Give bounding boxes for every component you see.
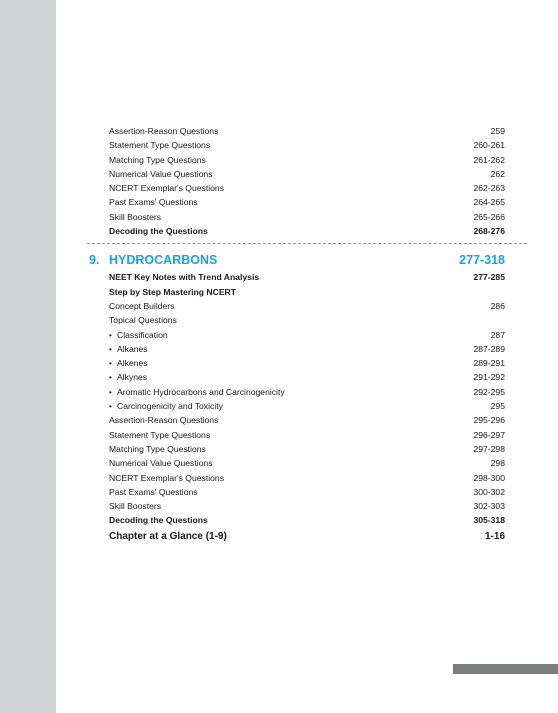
entry-page: 302-303 bbox=[473, 501, 505, 512]
entry-page: 295-296 bbox=[473, 415, 505, 426]
entry-label: Numerical Value Questions bbox=[109, 168, 213, 179]
entry-page: 262 bbox=[490, 168, 505, 179]
entry-page: 264-265 bbox=[473, 197, 505, 208]
entry-label: • Alkenes bbox=[109, 356, 148, 371]
toc-entry[interactable] bbox=[109, 285, 505, 299]
entry-label: Numerical Value Questions bbox=[109, 458, 213, 469]
entry-page: 291-292 bbox=[473, 372, 505, 383]
entry-page: 260-261 bbox=[473, 140, 505, 151]
entry-label: Past Exams' Questions bbox=[109, 486, 198, 497]
toc-entry[interactable] bbox=[109, 485, 505, 499]
previous-chapter-entries bbox=[109, 124, 505, 238]
entry-page: 265-266 bbox=[473, 211, 505, 222]
chapter-title: HYDROCARBONS bbox=[109, 253, 218, 268]
glance-label: Chapter at a Glance (1-9) bbox=[109, 530, 227, 542]
toc-entry[interactable] bbox=[109, 513, 505, 527]
entry-page: 287-289 bbox=[473, 343, 505, 354]
table-of-contents bbox=[89, 124, 505, 545]
toc-entry[interactable] bbox=[109, 124, 505, 138]
toc-entry[interactable] bbox=[109, 138, 505, 152]
entry-page: 261-262 bbox=[473, 154, 505, 165]
toc-entry[interactable] bbox=[109, 313, 505, 327]
entry-label: Statement Type Questions bbox=[109, 429, 211, 440]
entry-page: 289-291 bbox=[473, 358, 505, 369]
toc-entry[interactable] bbox=[109, 413, 505, 427]
toc-entry[interactable] bbox=[109, 399, 505, 413]
entry-label: NCERT Exemplar's Questions bbox=[109, 183, 224, 194]
chapter-heading[interactable] bbox=[89, 250, 505, 270]
entry-page: 259 bbox=[490, 126, 505, 136]
toc-entry[interactable] bbox=[109, 471, 505, 485]
entry-page: 297-298 bbox=[473, 443, 505, 454]
toc-entry[interactable] bbox=[109, 270, 505, 284]
toc-entry[interactable] bbox=[109, 210, 505, 224]
entry-label: • Aromatic Hydrocarbons and Carcinogenicity bbox=[109, 385, 285, 400]
entry-page: 296-297 bbox=[473, 429, 505, 440]
entry-page: 300-302 bbox=[473, 486, 505, 497]
entry-page: 268-276 bbox=[473, 226, 505, 237]
toc-entry[interactable] bbox=[109, 153, 505, 167]
toc-entry[interactable] bbox=[109, 328, 505, 342]
toc-entry[interactable] bbox=[109, 299, 505, 313]
toc-entry[interactable] bbox=[109, 499, 505, 513]
toc-entry[interactable] bbox=[109, 167, 505, 181]
chapter-pages: 277-318 bbox=[459, 253, 505, 268]
entry-page: 292-295 bbox=[473, 386, 505, 397]
entry-label: • Alkanes bbox=[109, 342, 148, 357]
entry-label: Assertion-Reason Questions bbox=[109, 415, 219, 426]
entry-label: • Carcinogenicity and Toxicity bbox=[109, 399, 223, 414]
entry-label: • Alkynes bbox=[109, 370, 147, 385]
chapter-number: 9. bbox=[89, 253, 100, 268]
entry-label: NEET Key Notes with Trend Analysis bbox=[109, 272, 260, 283]
toc-entry[interactable] bbox=[109, 428, 505, 442]
entry-page: 298 bbox=[490, 458, 505, 469]
chapter-at-a-glance-entry[interactable] bbox=[109, 529, 505, 545]
toc-entry[interactable] bbox=[109, 356, 505, 370]
toc-entry[interactable] bbox=[109, 385, 505, 399]
toc-entry[interactable] bbox=[109, 456, 505, 470]
footer-bar bbox=[453, 664, 558, 674]
entry-label: Skill Boosters bbox=[109, 501, 162, 512]
entry-page: 286 bbox=[490, 300, 505, 311]
entry-page: 295 bbox=[490, 401, 505, 412]
entry-label: Assertion-Reason Questions bbox=[109, 126, 219, 136]
toc-entry[interactable] bbox=[109, 342, 505, 356]
left-margin-band bbox=[0, 0, 56, 713]
entry-label: Matching Type Questions bbox=[109, 443, 206, 454]
entry-label: Decoding the Questions bbox=[109, 515, 208, 526]
entry-label: Statement Type Questions bbox=[109, 140, 211, 151]
toc-entry[interactable] bbox=[109, 442, 505, 456]
toc-entry[interactable] bbox=[109, 195, 505, 209]
entry-page: 262-263 bbox=[473, 183, 505, 194]
glance-pages: 1-16 bbox=[484, 530, 505, 542]
section-divider bbox=[87, 243, 527, 244]
entry-label: Past Exams' Questions bbox=[109, 197, 198, 208]
entry-page: 277-285 bbox=[473, 272, 505, 283]
toc-entry[interactable] bbox=[109, 370, 505, 384]
entry-label: Topical Questions bbox=[109, 315, 177, 326]
entry-label: NCERT Exemplar's Questions bbox=[109, 472, 224, 483]
entry-label: Skill Boosters bbox=[109, 211, 162, 222]
entry-label: Concept Builders bbox=[109, 300, 175, 311]
entry-label: • Classification bbox=[109, 328, 168, 343]
toc-entry[interactable] bbox=[109, 224, 505, 238]
chapter-entries bbox=[109, 270, 505, 527]
entry-page: 298-300 bbox=[473, 472, 505, 483]
entry-label: Step by Step Mastering NCERT bbox=[109, 286, 237, 297]
entry-page: 305-318 bbox=[473, 515, 505, 526]
entry-label: Matching Type Questions bbox=[109, 154, 206, 165]
entry-label: Decoding the Questions bbox=[109, 226, 208, 237]
entry-page: 287 bbox=[490, 329, 505, 340]
toc-entry[interactable] bbox=[109, 181, 505, 195]
